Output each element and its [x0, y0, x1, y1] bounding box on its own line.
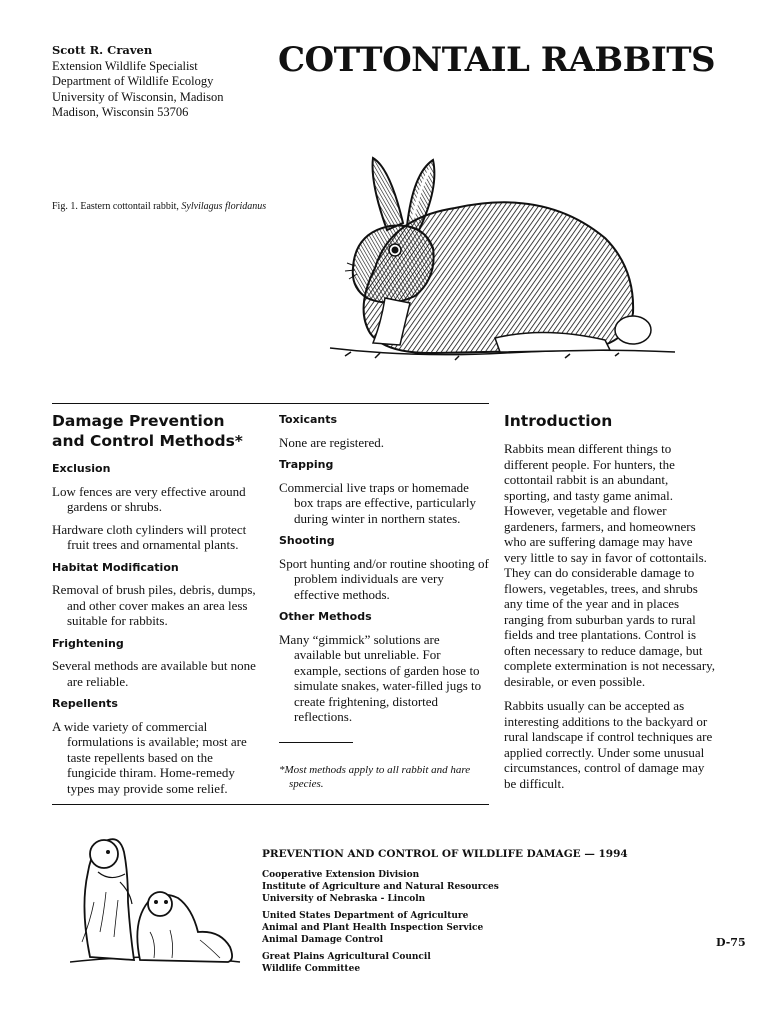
paragraph: Hardware cloth cylinders will protect fruit trees and ornamental plants.: [52, 521, 247, 552]
author-affiliation-line: Madison, Wisconsin 53706: [52, 105, 189, 119]
subsection-title: Trapping: [279, 458, 334, 471]
author-affiliation-line: Extension Wildlife Specialist: [52, 58, 198, 73]
section-heading: Damage Prevention and Control Methods*: [52, 412, 243, 450]
publication-footer: [262, 848, 628, 980]
paragraph: Rabbits mean different things to different people. For hunters, the cottontail rabbit is an abundant, sporting, and tasty game animal. However, vegetable and flower gardeners, farmers, and homeowners who are suffering damage may have very little to say in favor of cottontails. They can do considerable damage to flowers, vegetables, trees, and shrubs any time of the year and in places ranging from suburban yards to rural fields and tree plantations. Control is often necessary to reduce damage, but complete extermination is not necessary, desirable, or even possible.: [504, 441, 716, 689]
subsection-title: Frightening: [52, 636, 124, 650]
publisher-group: [262, 869, 628, 905]
author-name: Scott R. Craven: [52, 43, 153, 57]
footnote-rule: [279, 742, 353, 743]
publisher-line: Animal and Plant Health Inspection Service: [262, 923, 484, 933]
figure-caption-prefix: Fig. 1. Eastern cottontail rabbit,: [52, 201, 182, 212]
publication-title: PREVENTION AND CONTROL OF WILDLIFE DAMAGE — 1994: [262, 848, 628, 860]
paragraph: Removal of brush piles, debris, dumps, and other cover makes an area less suitable for rabbits.: [52, 582, 256, 628]
publisher-line: Cooperative Extension Division: [262, 870, 420, 880]
subsection-title: Exclusion: [52, 462, 111, 475]
control-methods-column-1: [52, 411, 262, 803]
subsection-title: Shooting: [279, 534, 335, 547]
paragraph: Several methods are available but none are reliable.: [52, 658, 256, 689]
author-block: [52, 43, 223, 121]
paragraph: Many “gimmick” solutions are available but unreliable. For example, sections of garden hose to simulate snakes, water-filled jugs to create frightening, distorted reflections.: [279, 631, 482, 724]
author-affiliation-line: Department of Wildlife Ecology: [52, 74, 214, 88]
figure-caption-species: Sylvilagus floridanus: [181, 201, 267, 212]
paragraph: Rabbits usually can be accepted as interesting additions to the backyard or rural landscape if control techniques are applied correctly. Under some unusual circumstances, control of damage may be difficult.: [504, 698, 713, 791]
document-title: COTTONTAIL RABBITS: [278, 40, 716, 80]
paragraph: Low fences are very effective around gardens or shrubs.: [52, 483, 246, 514]
footnote: *Most methods apply to all rabbit and hare species.: [279, 764, 471, 790]
control-methods-column-2: [279, 412, 489, 732]
paragraph: Sport hunting and/or routine shooting of problem individuals are very effective methods.: [279, 555, 489, 602]
author-affiliation-line: University of Wisconsin, Madison: [52, 89, 224, 104]
publisher-group: [262, 951, 628, 975]
figure-caption: [52, 201, 266, 212]
subsection-title: Repellents: [52, 697, 118, 710]
prairie-dogs-illustration: [70, 812, 245, 972]
rabbit-illustration: [315, 148, 685, 378]
subsection-title: Other Methods: [279, 610, 372, 623]
paragraph: A wide variety of commercial formulations is available; most are taste repellents based on the fungicide thiram. Home-remedy types may provide some relief.: [52, 718, 247, 796]
subsection-title: Habitat Modification: [52, 560, 179, 574]
publisher-line: Animal Damage Control: [262, 935, 384, 945]
publisher-line: Institute of Agriculture and Natural Resources: [262, 882, 499, 892]
publisher-line: Great Plains Agricultural Council: [262, 952, 431, 962]
publisher-group: [262, 910, 628, 946]
bottom-divider: [52, 804, 489, 805]
subsection-title: Toxicants: [279, 413, 338, 426]
publisher-line: Wildlife Committee: [262, 964, 361, 974]
paragraph: Commercial live traps or homemade box traps are effective, particularly during winter in northern states.: [279, 479, 477, 526]
introduction-column: [504, 411, 716, 800]
top-divider: [52, 403, 489, 404]
publisher-line: University of Nebraska - Lincoln: [262, 894, 426, 904]
publisher-line: United States Department of Agriculture: [262, 911, 469, 921]
paragraph: None are registered.: [279, 434, 385, 450]
document-number: D-75: [716, 936, 746, 949]
introduction-heading: Introduction: [504, 412, 613, 430]
